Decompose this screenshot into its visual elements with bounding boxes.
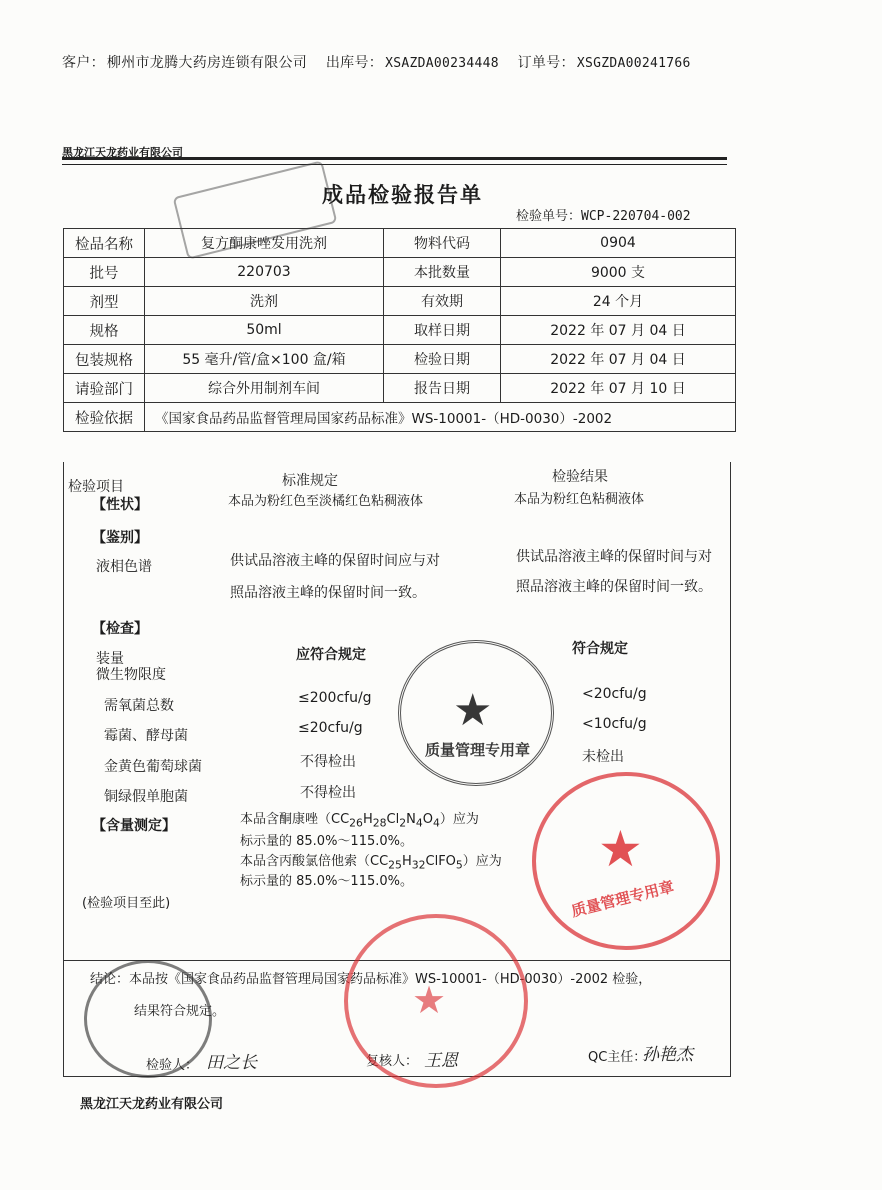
inspection-seal-icon [84, 960, 212, 1078]
info-label: 取样日期 [384, 316, 501, 345]
info-value: 55 毫升/管/盒×100 盒/箱 [145, 345, 384, 374]
test-basis: 《国家食品药品监督管理局国家药品标准》WS-10001-（HD-0030）-2002 [145, 403, 736, 432]
section-character: 【性状】 [92, 497, 148, 513]
micro-standard: ≤20cfu/g [298, 720, 363, 736]
micro-name: 霉菌、酵母菌 [104, 728, 188, 744]
micro-result: <20cfu/g [582, 686, 647, 702]
micro-standard: 不得检出 [300, 754, 356, 770]
info-label: 本批数量 [384, 258, 501, 287]
assay-line [240, 808, 479, 830]
inspector-label: 检验人： [146, 1058, 199, 1073]
reviewer-signature: 王恩 [424, 1051, 458, 1071]
assay-text: ）应为 [462, 854, 502, 869]
info-value: 2022 年 07 月 04 日 [501, 345, 736, 374]
outbound-label: 出库号： [325, 55, 384, 71]
quality-seal-center: 质量管理专用章 [425, 741, 531, 759]
section-identification: 【鉴别】 [92, 530, 148, 546]
info-label: 剂型 [64, 287, 145, 316]
info-value: 2022 年 07 月 04 日 [501, 316, 736, 345]
info-label: 批号 [64, 258, 145, 287]
info-value: 2022 年 07 月 10 日 [501, 374, 736, 403]
conclusion-text: 结论：本品按《国家食品药品监督管理局国家药品标准》WS-10001-（HD-0030）-2002 检验， [90, 972, 652, 987]
info-label: 请验部门 [64, 374, 145, 403]
table-row [64, 316, 736, 345]
micro-standard: 不得检出 [300, 785, 356, 801]
character-result: 本品为粉红色粘稠液体 [514, 492, 645, 507]
info-value: 9000 支 [501, 258, 736, 287]
micro-name: 铜绿假单胞菌 [104, 789, 188, 805]
col-item-header: 检验项目 [68, 479, 124, 495]
report-number [516, 205, 691, 224]
customer-label: 客户： [62, 55, 105, 71]
table-row [64, 287, 736, 316]
table-row [64, 345, 736, 374]
fill-label: 装量 [96, 651, 124, 667]
reviewer-label: 复核人： [366, 1054, 419, 1069]
right-seal-center: 质量管理专用章 [569, 877, 676, 921]
info-label: 检品名称 [64, 229, 145, 258]
micro-name: 需氧菌总数 [104, 698, 174, 714]
assay-text: 本品含丙酸氯倍他索（C [240, 854, 380, 869]
fill-standard: 应符合规定 [296, 647, 366, 663]
outbound-number: XSAZDA00234448 [385, 56, 499, 71]
chemical-formula: $C_{25}H_{32}ClFO_5$ [379, 854, 463, 872]
table-row [64, 374, 736, 403]
right-seal-icon [532, 772, 720, 950]
micro-result: 未检出 [582, 749, 624, 765]
lc-result: 照品溶液主峰的保留时间一致。 [516, 579, 712, 595]
qc-signature: 孙艳杰 [642, 1045, 693, 1065]
info-label: 检验日期 [384, 345, 501, 374]
divider [62, 164, 727, 165]
info-value: 洗剂 [145, 287, 384, 316]
lc-standard: 照品溶液主峰的保留时间一致。 [230, 585, 426, 601]
section-check: 【检查】 [92, 621, 148, 637]
report-number-value: WCP-220704-002 [581, 209, 691, 224]
table-row [64, 229, 736, 258]
table-row [64, 258, 736, 287]
table-row [64, 403, 736, 432]
assay-text: ）应为 [439, 812, 479, 827]
section-assay: 【含量测定】 [92, 818, 176, 834]
micro-name: 金黄色葡萄球菌 [104, 759, 202, 775]
order-label: 订单号： [517, 55, 575, 71]
fill-result: 符合规定 [572, 641, 628, 657]
col-result-header: 检验结果 [552, 469, 608, 485]
info-value: 50ml [145, 316, 384, 345]
pharmacy-seal-icon [344, 914, 528, 1088]
qc-label: QC主任： [588, 1050, 647, 1065]
micro-result: <10cfu/g [582, 716, 647, 732]
assay-line: 标示量的 85.0%～115.0%。 [240, 874, 413, 889]
micro-label: 微生物限度 [96, 667, 166, 683]
header-line [62, 52, 705, 72]
info-label: 包装规格 [64, 345, 145, 374]
conclusion-text: 结果符合规定。 [134, 1004, 226, 1019]
info-value: 0904 [501, 229, 736, 258]
divider [62, 157, 727, 160]
info-value: 24 个月 [501, 287, 736, 316]
character-standard: 本品为粉红色至淡橘红色粘稠液体 [228, 494, 424, 509]
info-label: 物料代码 [384, 229, 501, 258]
assay-line: 标示量的 85.0%～115.0%。 [240, 834, 413, 849]
page-title: 成品检验报告单 [322, 182, 483, 207]
info-table [63, 228, 736, 432]
order-number: XSGZDA00241766 [576, 56, 691, 71]
items-end: (检验项目至此) [82, 896, 171, 911]
col-standard-header: 标准规定 [282, 473, 338, 489]
lc-result: 供试品溶液主峰的保留时间与对 [516, 549, 712, 565]
report-number-label: 检验单号： [516, 209, 582, 224]
inspector-signature: 田之长 [206, 1053, 257, 1073]
star-icon: ★ [412, 978, 447, 1022]
info-value: 综合外用制剂车间 [145, 374, 384, 403]
info-value: 220703 [145, 258, 384, 287]
company-logo-text: 黑龙江天龙药业有限公司 [62, 146, 183, 159]
micro-standard: ≤200cfu/g [298, 690, 372, 706]
info-value: 复方酮康唑发用洗剂 [145, 229, 384, 258]
assay-text: 本品含酮康唑（C [240, 812, 341, 827]
quality-seal-icon [398, 640, 554, 786]
info-label: 检验依据 [64, 403, 145, 432]
info-label: 规格 [64, 316, 145, 345]
info-label: 报告日期 [384, 374, 501, 403]
star-icon: ★ [453, 685, 493, 736]
info-label: 有效期 [384, 287, 501, 316]
assay-line [240, 850, 502, 872]
footer-company: 黑龙江天龙药业有限公司 [80, 1097, 224, 1112]
star-icon: ★ [598, 820, 643, 878]
lc-label: 液相色谱 [96, 559, 152, 575]
customer-name: 柳州市龙腾大药房连锁有限公司 [106, 55, 308, 71]
lc-standard: 供试品溶液主峰的保留时间应与对 [230, 553, 440, 569]
chemical-formula: $C_{26}H_{28}Cl_2N_4O_4$ [340, 812, 440, 830]
